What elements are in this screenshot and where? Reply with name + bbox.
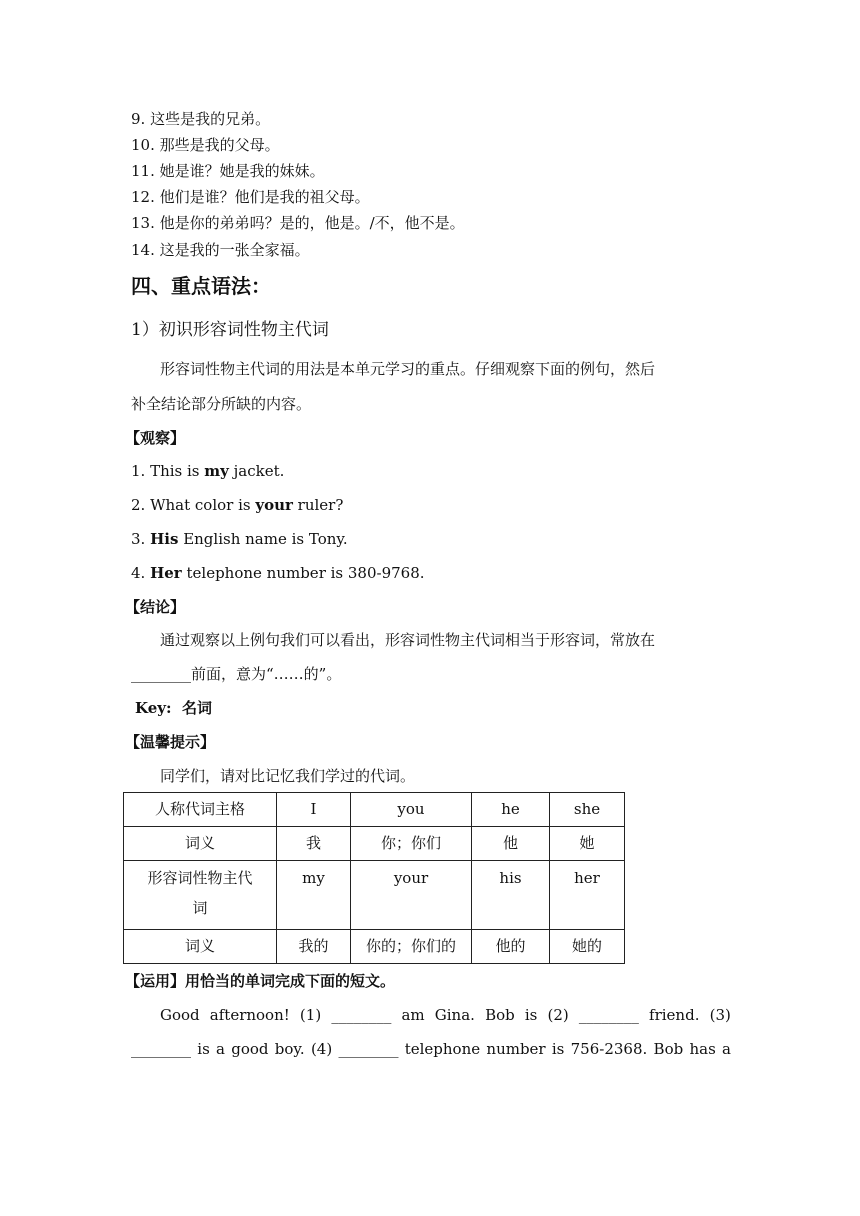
table-cell: 他的 [472, 930, 550, 964]
passage-word: Gina. [434, 1006, 475, 1024]
answer-blank: ________ [578, 1006, 639, 1024]
table-cell: 我的 [277, 930, 351, 964]
conclusion-line-2: ________前面，意为“……的”。 [131, 665, 342, 683]
table-row [124, 930, 625, 964]
table-cell: 你；你们 [351, 827, 472, 861]
table-cell: he [472, 793, 550, 827]
example-text: 2. What color is [131, 496, 256, 514]
table-cell: 词义 [124, 827, 277, 861]
passage-word: 756-2368. [570, 1040, 648, 1058]
intro-line-2: 补全结论部分所缺的内容。 [131, 395, 312, 413]
passage-word: a [216, 1040, 225, 1058]
table-row [124, 827, 625, 861]
pronoun-table [123, 792, 625, 964]
table-cell: 我 [277, 827, 351, 861]
key-value: 名词 [181, 699, 212, 717]
example-keyword: my [204, 462, 229, 480]
table-cell: his [472, 861, 550, 930]
passage-word: number [486, 1040, 546, 1058]
tip-heading: 【温馨提示】 [125, 733, 216, 751]
sentence-14: 14. 这是我的一张全家福。 [131, 241, 310, 259]
table-row [124, 861, 625, 930]
example-text: telephone number is 380-9768. [181, 564, 425, 582]
sentence-9: 9. 这些是我的兄弟。 [131, 110, 271, 128]
observe-heading: 【观察】 [125, 429, 186, 447]
example-keyword: your [255, 496, 293, 514]
answer-blank: ________ [131, 1040, 191, 1058]
example-4 [131, 563, 425, 583]
table-cell: 你的；你们的 [351, 930, 472, 964]
table-cell: 她 [550, 827, 625, 861]
table-cell: my [277, 861, 351, 930]
answer-blank: ________ [338, 1040, 399, 1058]
passage-word: is [551, 1040, 565, 1058]
passage-word: boy. [274, 1040, 305, 1058]
table-cell: 人称代词主格 [124, 793, 277, 827]
table-cell: she [550, 793, 625, 827]
tip-text: 同学们，请对比记忆我们学过的代词。 [160, 767, 416, 785]
passage-word: has [689, 1040, 716, 1058]
sentence-11: 11. 她是谁？她是我的妹妹。 [131, 162, 325, 180]
conclusion-line-1: 通过观察以上例句我们可以看出，形容词性物主代词相当于形容词，常放在 [160, 631, 656, 649]
table-cell: I [277, 793, 351, 827]
sentence-10: 10. 那些是我的父母。 [131, 136, 280, 154]
table-cell: her [550, 861, 625, 930]
table-row [124, 793, 625, 827]
example-3 [131, 529, 348, 549]
passage-line-1 [160, 1005, 731, 1025]
apply-heading: 【运用】用恰当的单词完成下面的短文。 [125, 972, 396, 990]
passage-word: is [524, 1006, 538, 1024]
example-text: jacket. [228, 462, 285, 480]
example-text: 4. [131, 564, 151, 582]
passage-word: good [231, 1040, 269, 1058]
example-1 [131, 461, 284, 481]
passage-word: (1) [299, 1006, 322, 1024]
section-title: 四、重点语法： [131, 274, 271, 298]
example-text: 1. This is [131, 462, 205, 480]
example-keyword: His [150, 530, 179, 548]
answer-blank: ________ [331, 1006, 392, 1024]
passage-word: (4) [310, 1040, 333, 1058]
passage-word: telephone [404, 1040, 481, 1058]
table-cell: you [351, 793, 472, 827]
table-cell: 词义 [124, 930, 277, 964]
passage-word: Good [160, 1006, 200, 1024]
table-cell: 形容词性物主代 词 [124, 861, 277, 930]
example-2 [131, 495, 343, 515]
example-text: ruler? [292, 496, 344, 514]
table-cell: 她的 [550, 930, 625, 964]
passage-word: Bob [653, 1040, 684, 1058]
subsection-title: 1）初识形容词性物主代词 [131, 320, 329, 340]
passage-word: a [722, 1040, 731, 1058]
table-cell: your [351, 861, 472, 930]
passage-word: is [197, 1040, 210, 1058]
table-cell: 他 [472, 827, 550, 861]
passage-word: afternoon! [209, 1006, 290, 1024]
example-keyword: Her [150, 564, 182, 582]
key-answer [135, 698, 212, 718]
passage-word: Bob [485, 1006, 515, 1024]
sentence-12: 12. 他们是谁？他们是我的祖父母。 [131, 188, 370, 206]
example-text: English name is Tony. [178, 530, 348, 548]
passage-word: (2) [547, 1006, 569, 1024]
key-label: Key: [135, 699, 172, 717]
passage-word: am [401, 1006, 425, 1024]
example-text: 3. [131, 530, 151, 548]
intro-line-1: 形容词性物主代词的用法是本单元学习的重点。仔细观察下面的例句，然后 [160, 360, 656, 378]
passage-word: friend. [649, 1006, 700, 1024]
conclusion-heading: 【结论】 [125, 598, 186, 616]
passage-word: (3) [709, 1006, 731, 1024]
sentence-13: 13. 他是你的弟弟吗？是的，他是。/不，他不是。 [131, 214, 465, 232]
passage-line-2 [131, 1039, 731, 1059]
